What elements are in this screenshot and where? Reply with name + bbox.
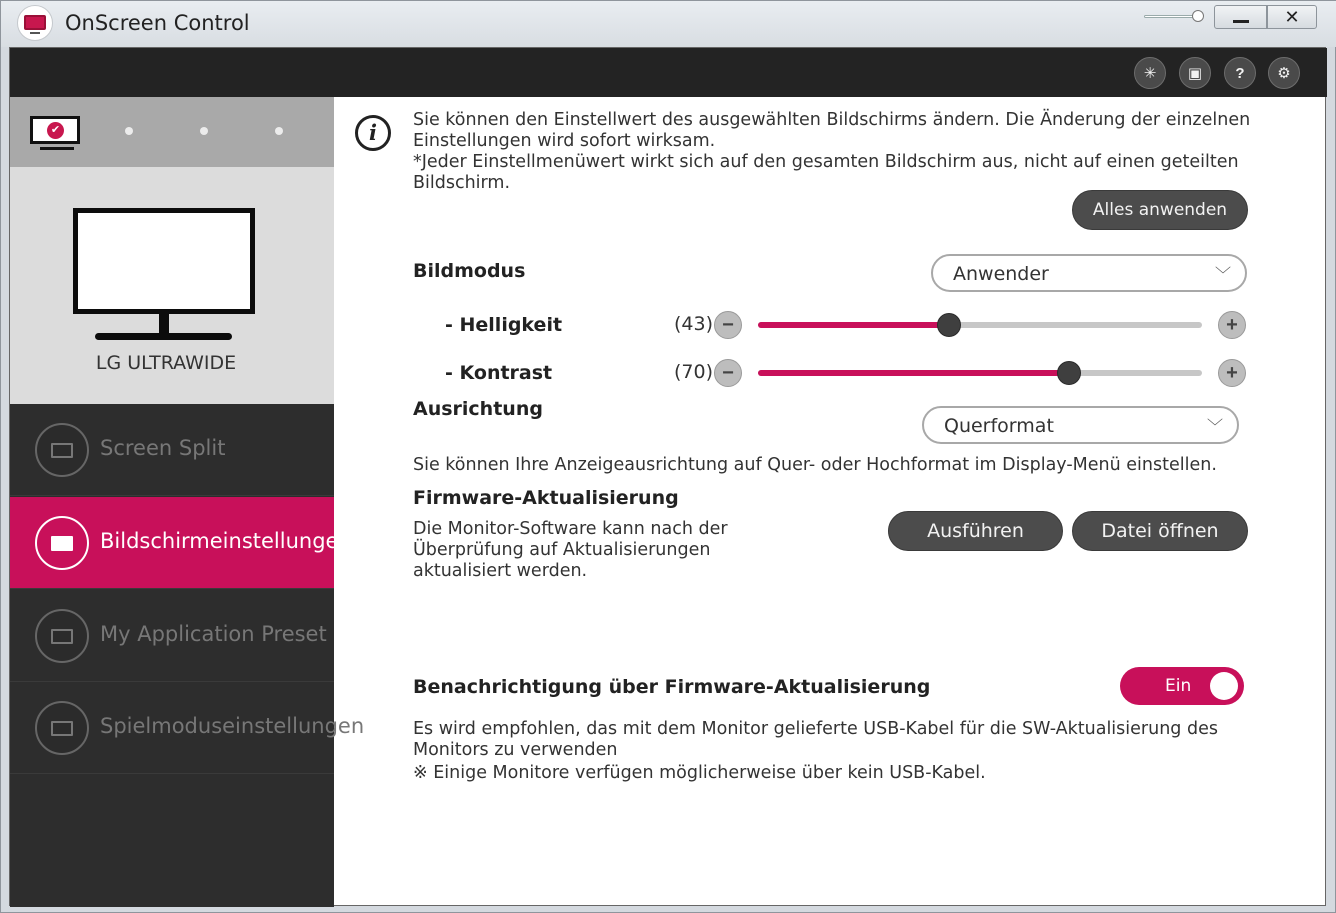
toggle-label: Ein [1165,676,1192,696]
settings-panel [334,97,1327,907]
firmware-description: Die Monitor-Software kann nach der Überprüfung auf Aktualisierungen aktualisiert werden. [413,519,728,581]
contrast-minus-button[interactable]: − [714,359,742,387]
contrast-handle[interactable] [1057,361,1081,385]
screen-split-icon [35,423,89,477]
monitor-slot-2[interactable] [125,127,133,135]
nav-label: Bildschirmeinstellungen [100,529,352,553]
screen-settings-icon [35,516,89,570]
apply-all-button[interactable]: Alles anwenden [1072,190,1248,230]
picture-mode-label: Bildmodus [413,260,526,282]
contrast-value: (70) [674,361,714,383]
run-update-button[interactable]: Ausführen [888,511,1063,551]
monitor-icon [73,208,255,314]
gear-icon[interactable]: ⚙ [1268,57,1300,89]
orientation-label: Ausrichtung [413,398,543,420]
help-icon[interactable]: ? [1224,57,1256,89]
usb-cable-note: Es wird empfohlen, das mit dem Monitor gelieferte USB-Kabel für die SW-Aktualisierung des Monitors zu verwenden [413,719,1218,760]
monitor-neck [159,314,169,334]
title-bar[interactable] [1,1,1336,47]
top-toolbar [10,48,1327,97]
chevron-down-icon: ﹀ [1206,417,1223,436]
app-preset-icon [35,609,89,663]
close-icon: ✕ [1284,6,1300,28]
close-button[interactable] [1267,5,1317,29]
nav-app-preset[interactable] [10,590,334,682]
info-text: Sie können den Einstellwert des ausgewählten Bildschirms ändern. Die Änderung der einzelnen Einstellungen wird sofort wirksam. [413,110,1251,151]
pointer-icon[interactable]: ✳ [1134,57,1166,89]
orientation-value: Querformat [944,415,1054,437]
brightness-minus-button[interactable]: − [714,311,742,339]
brightness-slider[interactable] [758,322,1202,328]
monitor-base [95,333,232,340]
contrast-label: - Kontrast [445,362,553,384]
display-layout-icon[interactable]: ▣ [1179,57,1211,89]
app-content [9,47,1326,906]
brightness-handle[interactable] [937,313,961,337]
nav-label: Spielmoduseinstellungen [100,714,365,738]
brightness-fill [758,322,949,328]
picture-mode-select[interactable] [931,254,1247,292]
notification-label: Benachrichtigung über Firmware-Aktualisierung [413,676,931,698]
monitor-selector [10,97,334,167]
monitor-stand-icon [40,147,74,150]
nav-game-mode[interactable] [10,682,365,774]
chevron-down-icon: ﹀ [1214,265,1231,284]
usb-cable-disclaimer: ※ Einige Monitore verfügen möglicherweise über kein USB-Kabel. [413,763,986,783]
contrast-slider[interactable] [758,370,1202,376]
nav-label: Screen Split [100,436,226,460]
minimize-button[interactable] [1214,5,1267,29]
open-file-button[interactable]: Datei öffnen [1072,511,1248,551]
monitor-slot-3[interactable] [200,127,208,135]
firmware-label: Firmware-Aktualisierung [413,487,679,509]
window-title: OnScreen Control [65,11,250,35]
orientation-select[interactable] [922,406,1239,444]
brightness-value: (43) [674,313,714,335]
app-logo-icon [17,5,53,41]
toggle-knob [1210,672,1238,700]
monitor-slot-4[interactable] [275,127,283,135]
nav-label: My Application Preset [100,622,327,646]
nav-screen-settings[interactable] [10,497,352,589]
gamepad-icon [35,701,89,755]
contrast-fill [758,370,1069,376]
monitor-name: LG ULTRAWIDE [95,352,237,374]
monitor-preview [10,167,334,404]
info-note: *Jeder Einstellmenüwert wirkt sich auf den gesamten Bildschirm aus, nicht auf einen geteilten Bildschirm. [413,152,1239,193]
orientation-note: Sie können Ihre Anzeigeausrichtung auf Quer- oder Hochformat im Display-Menü einstellen. [413,455,1217,475]
opacity-slider[interactable] [1144,11,1206,21]
sidebar [10,97,365,907]
brightness-plus-button[interactable]: + [1218,311,1246,339]
nav-screen-split[interactable] [10,404,334,496]
contrast-plus-button[interactable]: + [1218,359,1246,387]
brightness-label: - Helligkeit [445,314,563,336]
notification-toggle[interactable] [1120,667,1244,705]
monitor-selected-icon[interactable]: ✔ [30,116,80,144]
info-icon: i [355,115,391,151]
minimize-icon [1233,20,1249,23]
picture-mode-value: Anwender [953,263,1049,285]
